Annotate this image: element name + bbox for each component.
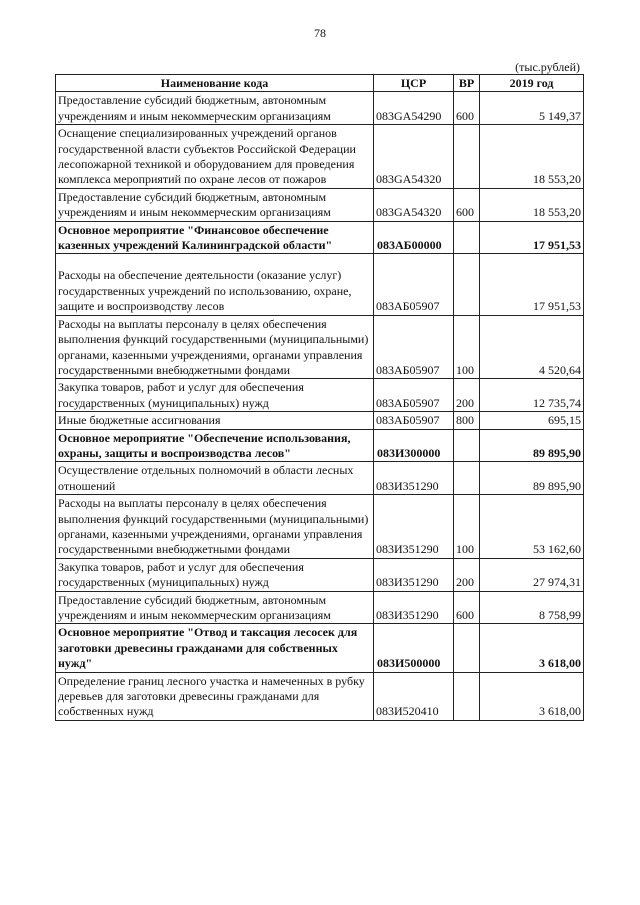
row-vr: 800	[454, 412, 480, 429]
row-sum: 17 951,53	[480, 254, 584, 315]
row-name: Закупка товаров, работ и услуг для обеспечения государственных (муниципальных) нужд	[56, 379, 374, 412]
row-sum: 27 974,31	[480, 558, 584, 591]
row-vr	[454, 624, 480, 672]
row-vr: 100	[454, 315, 480, 379]
header-year: 2019 год	[480, 75, 584, 92]
row-sum: 8 758,99	[480, 591, 584, 624]
row-vr: 600	[454, 92, 480, 125]
row-sum: 3 618,00	[480, 624, 584, 672]
table-row	[56, 188, 584, 221]
row-csr: 083И351290	[374, 558, 454, 591]
row-csr: 083GA54320	[374, 125, 454, 189]
row-vr	[454, 462, 480, 495]
row-csr: 083И351290	[374, 591, 454, 624]
table-row	[56, 379, 584, 412]
table-header-row	[56, 75, 584, 92]
row-vr: 600	[454, 591, 480, 624]
row-vr	[454, 672, 480, 720]
row-sum: 12 735,74	[480, 379, 584, 412]
row-csr: 083И500000	[374, 624, 454, 672]
row-name: Оснащение специализированных учреждений органов государственной власти субъектов Российской Федерации лесопожарной техникой и оборудованием для проведения комплекса мероприятий по охране лесов от пожаров	[56, 125, 374, 189]
row-csr: 083GA54290	[374, 92, 454, 125]
row-name: Расходы на выплаты персоналу в целях обеспечения выполнения функций государственными (муниципальными) органами, казенными учреждениями, органами управления государственными внебюджетными фондами	[56, 315, 374, 379]
table-row	[56, 412, 584, 429]
row-name: Основное мероприятие "Отвод и таксация лесосек для заготовки древесины гражданами для собственных нужд"	[56, 624, 374, 672]
row-vr: 200	[454, 379, 480, 412]
row-name: Основное мероприятие "Финансовое обеспечение казенных учреждений Калининградской области"	[56, 221, 374, 254]
row-vr: 200	[454, 558, 480, 591]
row-name: Расходы на обеспечение деятельности (оказание услуг) государственных учреждений по использованию, охране, защите и воспроизводству лесов	[56, 254, 374, 315]
row-csr: 083АБ05907	[374, 379, 454, 412]
row-sum: 89 895,90	[480, 462, 584, 495]
row-csr: 083АБ05907	[374, 315, 454, 379]
table-row-main-activity	[56, 221, 584, 254]
row-csr: 083И351290	[374, 495, 454, 559]
row-sum: 4 520,64	[480, 315, 584, 379]
row-sum: 53 162,60	[480, 495, 584, 559]
table-row-main-activity	[56, 624, 584, 672]
row-name: Определение границ лесного участка и намеченных в рубку деревьев для заготовки древесины гражданами для собственных нужд	[56, 672, 374, 720]
row-vr	[454, 429, 480, 462]
row-name: Закупка товаров, работ и услуг для обеспечения государственных (муниципальных) нужд	[56, 558, 374, 591]
row-name: Расходы на выплаты персоналу в целях обеспечения выполнения функций государственными (муниципальными) органами, казенными учреждениями, органами управления государственными внебюджетными фондами	[56, 495, 374, 559]
row-name: Основное мероприятие "Обеспечение использования, охраны, защиты и воспроизводства лесов"	[56, 429, 374, 462]
row-sum: 695,15	[480, 412, 584, 429]
table-row	[56, 591, 584, 624]
budget-table	[55, 74, 584, 721]
row-csr: 083GA54320	[374, 188, 454, 221]
table-row	[56, 254, 584, 315]
row-vr	[454, 125, 480, 189]
row-sum: 3 618,00	[480, 672, 584, 720]
row-name: Иные бюджетные ассигнования	[56, 412, 374, 429]
row-vr: 600	[454, 188, 480, 221]
row-sum: 17 951,53	[480, 221, 584, 254]
header-vr: ВР	[454, 75, 480, 92]
units-label: (тыс.рублей)	[515, 60, 580, 74]
row-sum: 89 895,90	[480, 429, 584, 462]
row-name: Предоставление субсидий бюджетным, автономным учреждениям и иным некоммерческим организациям	[56, 92, 374, 125]
row-sum: 18 553,20	[480, 188, 584, 221]
page-number: 78	[314, 26, 326, 40]
table-row	[56, 672, 584, 720]
row-name: Предоставление субсидий бюджетным, автономным учреждениям и иным некоммерческим организациям	[56, 591, 374, 624]
row-csr: 083АБ00000	[374, 221, 454, 254]
header-name: Наименование кода	[56, 75, 374, 92]
row-sum: 5 149,37	[480, 92, 584, 125]
row-csr: 083И300000	[374, 429, 454, 462]
row-vr: 100	[454, 495, 480, 559]
header-csr: ЦСР	[374, 75, 454, 92]
row-vr	[454, 254, 480, 315]
row-name: Предоставление субсидий бюджетным, автономным учреждениям и иным некоммерческим организациям	[56, 188, 374, 221]
table-row	[56, 125, 584, 189]
table-row	[56, 495, 584, 559]
table-row	[56, 315, 584, 379]
table-row	[56, 558, 584, 591]
row-csr: 083АБ05907	[374, 254, 454, 315]
row-csr: 083И351290	[374, 462, 454, 495]
row-name: Осуществление отдельных полномочий в области лесных отношений	[56, 462, 374, 495]
row-sum: 18 553,20	[480, 125, 584, 189]
table-row	[56, 462, 584, 495]
table-row-main-activity	[56, 429, 584, 462]
row-csr: 083И520410	[374, 672, 454, 720]
row-csr: 083АБ05907	[374, 412, 454, 429]
row-vr	[454, 221, 480, 254]
table-row	[56, 92, 584, 125]
